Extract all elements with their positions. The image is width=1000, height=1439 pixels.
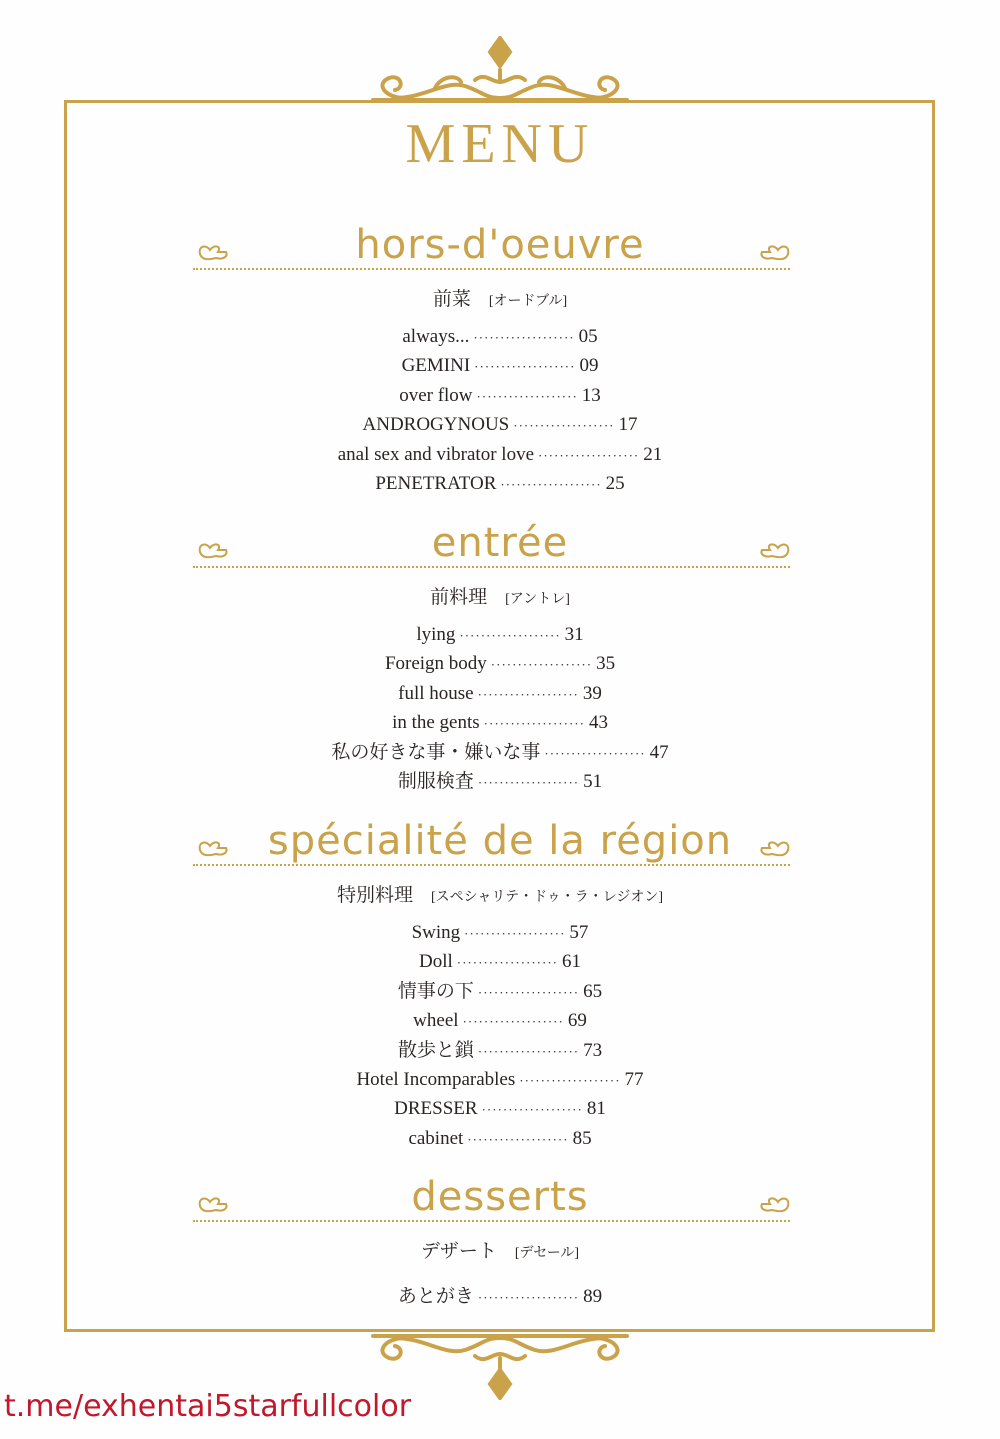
toc-entry[interactable]: Foreign body ··················· 35 — [384, 653, 616, 675]
dotted-divider — [193, 1220, 790, 1222]
toc-entry[interactable]: anal sex and vibrator love ··················· 21 — [337, 443, 663, 465]
toc-entry[interactable]: ANDROGYNOUS ··················· 17 — [362, 414, 638, 436]
dotted-divider — [193, 268, 790, 270]
section-hors-doeuvre — [0, 222, 1000, 498]
section-jp-title: 前料理 — [430, 587, 488, 608]
section-entree — [0, 520, 1000, 796]
section-title: entrée — [431, 520, 569, 566]
wing-right-icon — [758, 836, 792, 858]
toc-entry[interactable]: 私の好きな事・嫌いな事 ··················· 47 — [331, 741, 669, 763]
dotted-divider — [193, 566, 790, 568]
toc-entry[interactable]: Swing ··················· 57 — [411, 922, 589, 943]
section-kana: [デセール] — [514, 1246, 580, 1261]
toc-entry[interactable]: PENETRATOR ··················· 25 — [375, 472, 625, 494]
wing-right-icon — [758, 538, 792, 560]
toc-entry[interactable]: Hotel Incomparables ··················· 77 — [356, 1068, 644, 1090]
watermark-text: t.me/exhentai5starfullcolor — [4, 1389, 412, 1424]
dotted-divider — [193, 864, 790, 866]
toc-entry[interactable]: lying ··················· 31 — [416, 624, 584, 645]
section-kana: [スペシャリテ・ドゥ・ラ・レジオン] — [430, 890, 664, 905]
toc-entry[interactable]: cabinet ··················· 85 — [408, 1127, 592, 1149]
toc-entry[interactable]: 散歩と鎖 ··················· 73 — [397, 1039, 603, 1061]
menu-title: MENU — [405, 113, 595, 175]
section-kana: [アントレ] — [505, 592, 570, 607]
section-title: desserts — [411, 1174, 589, 1220]
section-title: hors-d'oeuvre — [355, 222, 645, 268]
section-specialite — [0, 818, 1000, 1153]
bottom-ornament — [365, 1310, 635, 1400]
toc-entry[interactable]: 情事の下 ··················· 65 — [397, 980, 603, 1002]
wing-right-icon — [758, 1192, 792, 1214]
section-jp-title: 特別料理 — [336, 885, 413, 906]
toc-entry[interactable]: Doll ··················· 61 — [418, 951, 582, 973]
toc-entry[interactable]: GEMINI ··················· 09 — [401, 355, 599, 377]
section-jp-title: デザート — [420, 1241, 497, 1262]
toc-entry[interactable]: あとがき ··················· 89 — [397, 1286, 603, 1307]
toc-entry[interactable]: over flow ··················· 13 — [399, 384, 601, 406]
toc-entry[interactable]: always... ··················· 05 — [402, 326, 598, 347]
toc-entry[interactable]: full house ··················· 39 — [398, 682, 602, 704]
toc-entry[interactable]: 制服検査 ··················· 51 — [397, 770, 603, 792]
toc-entry[interactable]: DRESSER ··················· 81 — [394, 1098, 606, 1120]
section-kana: [オードブル] — [488, 294, 568, 309]
section-jp-title: 前菜 — [432, 289, 471, 310]
section-title: spécialité de la région — [267, 818, 733, 864]
wing-right-icon — [758, 240, 792, 262]
toc-entry[interactable]: wheel ··················· 69 — [413, 1010, 587, 1032]
section-desserts — [0, 1174, 1000, 1311]
toc-entry[interactable]: in the gents ··················· 43 — [392, 712, 608, 734]
